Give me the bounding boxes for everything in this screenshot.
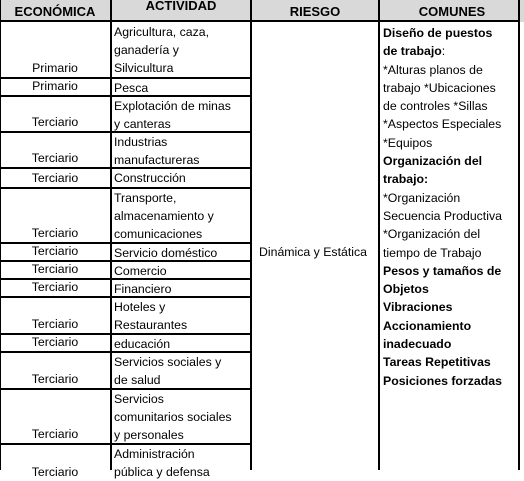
comunes-line-text: de controles *Sillas bbox=[383, 99, 488, 114]
activity-line: Silvicultura bbox=[114, 61, 174, 75]
grid-vline-1 bbox=[110, 0, 112, 470]
header-comunes-label: COMUNES bbox=[418, 4, 486, 19]
comunes-line bbox=[383, 152, 523, 170]
activity-line: Agricultura, caza, bbox=[114, 25, 210, 39]
comunes-line-text: *Equipos bbox=[383, 135, 433, 150]
comunes-line-text: Vibraciones bbox=[383, 300, 453, 315]
comunes-line bbox=[383, 280, 523, 298]
grid-vline-2 bbox=[250, 0, 252, 470]
activity-line: Administración bbox=[114, 447, 195, 461]
activity-line: Explotación de minas bbox=[114, 99, 231, 113]
activity-line: educación bbox=[114, 337, 171, 351]
activity-line: Pesca bbox=[114, 81, 149, 95]
header-actividad-label: ACTIVIDAD bbox=[145, 0, 217, 13]
comunes-line bbox=[383, 42, 523, 60]
riesgo-value: Dinámica y Estática bbox=[259, 245, 367, 259]
comunes-line-text: Objetos bbox=[383, 282, 429, 297]
activity-line: almacenamiento y bbox=[114, 209, 214, 223]
activity-line: Industrias bbox=[114, 135, 168, 149]
header-riesgo bbox=[252, 0, 378, 22]
sector-cell: Terciario bbox=[31, 335, 79, 349]
comunes-line bbox=[383, 317, 523, 335]
comunes-line-suffix: : bbox=[441, 44, 446, 59]
activity-line: manufactureras bbox=[114, 153, 200, 167]
sector-cell: Terciario bbox=[31, 427, 79, 441]
header-bottom-line bbox=[0, 20, 520, 22]
comunes-line bbox=[383, 262, 523, 280]
sector-cell: Terciario bbox=[31, 226, 79, 240]
sector-cell: Terciario bbox=[31, 171, 79, 185]
activity-line: ganadería y bbox=[114, 43, 179, 57]
activity-line: comunicaciones bbox=[114, 227, 203, 241]
comunes-line-text: Secuencia Productiva bbox=[383, 208, 502, 223]
activity-cell bbox=[114, 97, 248, 133]
sector-cell: Primario bbox=[32, 79, 78, 93]
comunes-line bbox=[383, 298, 523, 316]
activity-line: Construcción bbox=[114, 171, 186, 185]
activity-cell bbox=[114, 23, 248, 77]
comunes-line-text: inadecuado bbox=[383, 337, 452, 352]
comunes-line-text: *Organización bbox=[383, 190, 461, 205]
comunes-line bbox=[383, 244, 523, 262]
comunes-line bbox=[383, 97, 523, 115]
activity-cell bbox=[114, 133, 248, 169]
comunes-line-text: Posiciones forzadas bbox=[383, 373, 502, 388]
comunes-line-text: Tareas Repetitivas bbox=[383, 355, 491, 370]
comunes-line-text: tiempo de Trabajo bbox=[383, 245, 482, 260]
comunes-line-text: Pesos y tamaños de bbox=[383, 263, 502, 278]
grid-vline-3 bbox=[378, 0, 380, 470]
comunes-line bbox=[383, 225, 523, 243]
activity-line: Comercio bbox=[114, 264, 167, 278]
activity-line: Servicios bbox=[114, 392, 164, 406]
comunes-line bbox=[383, 189, 523, 207]
comunes-line-text: Organización del bbox=[383, 154, 483, 169]
activity-line: Hoteles y bbox=[114, 300, 166, 314]
sector-cell: Terciario bbox=[31, 465, 79, 479]
activity-cell bbox=[114, 353, 248, 389]
activity-cell bbox=[114, 445, 248, 481]
activity-line: Financiero bbox=[114, 282, 172, 296]
comunes-line-text: Diseño de puestos bbox=[383, 26, 493, 40]
activity-line: Servicios sociales y bbox=[114, 355, 222, 369]
sector-cell: Terciario bbox=[31, 280, 79, 294]
sector-cell: Terciario bbox=[31, 317, 79, 331]
comunes-line-text: trabajo: bbox=[383, 172, 429, 187]
activity-line: comunitarios sociales bbox=[114, 410, 232, 424]
sector-cell: Terciario bbox=[31, 151, 79, 165]
header-comunes bbox=[380, 0, 524, 22]
comunes-list bbox=[383, 24, 523, 390]
comunes-line bbox=[383, 353, 523, 371]
header-economica bbox=[0, 0, 110, 22]
sector-cell: Terciario bbox=[31, 262, 79, 276]
header-riesgo-label: RIESGO bbox=[289, 4, 341, 19]
activity-line: de salud bbox=[114, 373, 161, 387]
activity-line: Restaurantes bbox=[114, 318, 188, 332]
activity-cell bbox=[114, 189, 248, 243]
comunes-line bbox=[383, 61, 523, 79]
activity-cell bbox=[114, 390, 248, 444]
header-economica-label: ECONÓMICA bbox=[14, 4, 96, 19]
comunes-line bbox=[383, 79, 523, 97]
comunes-line bbox=[383, 170, 523, 188]
sector-cell: Terciario bbox=[31, 115, 79, 129]
comunes-line-text: *Organización del bbox=[383, 227, 481, 242]
comunes-line bbox=[383, 134, 523, 152]
sector-cell: Terciario bbox=[31, 244, 79, 258]
activity-line: pública y defensa bbox=[114, 465, 210, 479]
comunes-line bbox=[383, 115, 523, 133]
activity-cell bbox=[114, 298, 248, 334]
comunes-line-text: *Alturas planos de bbox=[383, 62, 483, 77]
activity-line: Transporte, bbox=[114, 191, 177, 205]
comunes-line-text: trabajo *Ubicaciones bbox=[383, 80, 496, 95]
sector-cell: Primario bbox=[32, 61, 78, 75]
activity-line: Servicio doméstico bbox=[114, 246, 218, 260]
comunes-line bbox=[383, 24, 523, 42]
activity-line: y canteras bbox=[114, 117, 171, 131]
comunes-line-text: Accionamiento bbox=[383, 318, 472, 333]
comunes-line-text: de trabajo bbox=[383, 44, 442, 59]
comunes-line bbox=[383, 207, 523, 225]
activity-cell bbox=[114, 169, 248, 187]
activity-line: y personales bbox=[114, 428, 184, 442]
comunes-line bbox=[383, 335, 523, 353]
header-actividad bbox=[112, 0, 250, 22]
comunes-line-text: *Aspectos Especiales bbox=[383, 117, 502, 132]
grid-vline-0 bbox=[0, 0, 1, 470]
comunes-line bbox=[383, 372, 523, 390]
sector-cell: Terciario bbox=[31, 372, 79, 386]
